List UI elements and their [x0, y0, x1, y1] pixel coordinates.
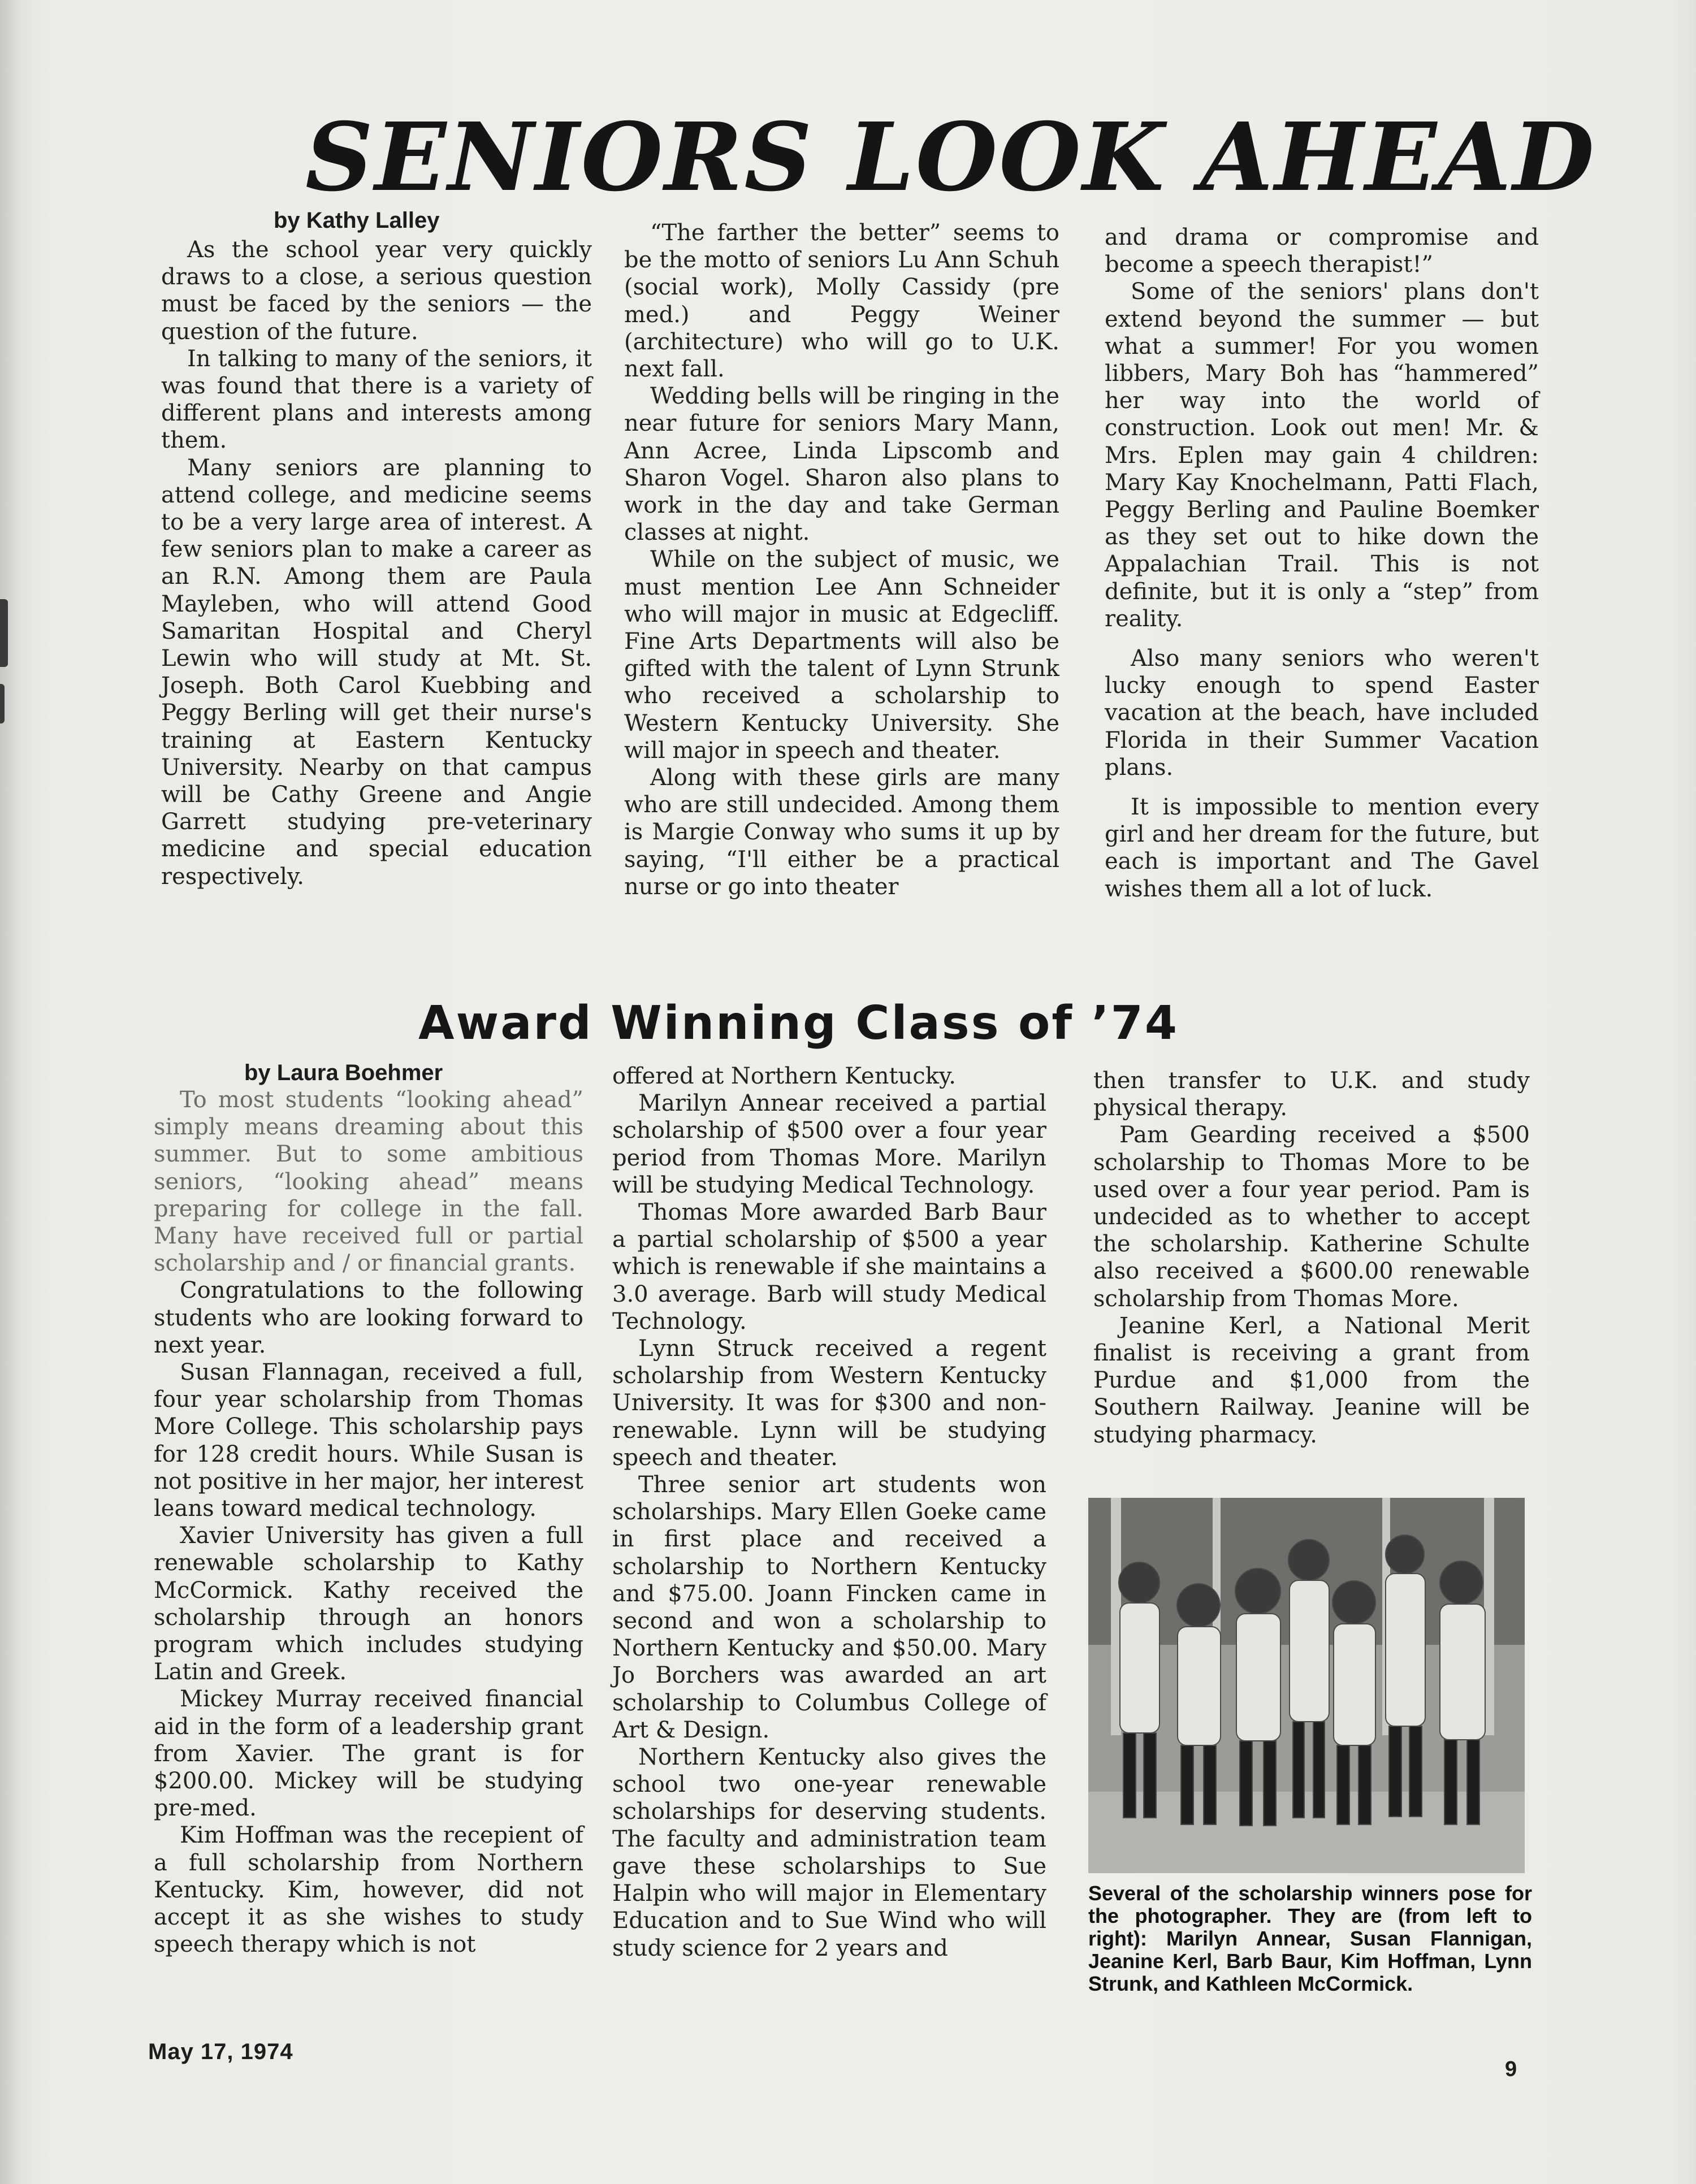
- paragraph: Many seniors are planning to attend college, and medicine seems to be a very large area of interest. A few seniors plan to make a career as an R.N. Among them are Paula Mayleben, who will attend Good Samaritan Hospital and Cheryl Lewin who will study at Mt. St. Joseph. Both Carol Kuebbing and Peggy Berling will get their nurse's training at Eastern Kentucky University. Nearby on that campus will be Cathy Greene and Angie Garrett studying pre-veterinary medicine and special education respectively.: [161, 454, 592, 890]
- paragraph: Mickey Murray received financial aid in the form of a leadership grant from Xavier. The grant is for $200.00. Mickey will be studying pre-med.: [154, 1686, 583, 1822]
- article2-column-3: [1093, 1067, 1530, 1449]
- paragraph: Also many seniors who weren't lucky enough to spend Easter vacation at the beach, have included Florida in their Summer Vacation plans.: [1105, 645, 1539, 781]
- paragraph: offered at Northern Kentucky.: [612, 1063, 956, 1089]
- paragraph: Lynn Struck received a regent scholarship from Western Kentucky University. It was for $300 and non-renewable. Lynn will be studying speech and theater.: [612, 1336, 1046, 1471]
- article2-column-1: [154, 1086, 583, 1958]
- article1-column-2: [624, 219, 1059, 900]
- paragraph: “The farther the better” seems to be the motto of seniors Lu Ann Schuh (social work), Molly Cassidy (pre med.) and Peggy Weiner (architecture) who will go to U.K. next fall.: [624, 220, 1059, 383]
- binding-clip-mark: [0, 599, 8, 667]
- paragraph: Wedding bells will be ringing in the near future for seniors Mary Mann, Ann Acree, Linda Lipscomb and Sharon Vogel. Sharon also plans to work in the day and take German classes at night.: [624, 383, 1059, 546]
- paragraph: Xavier University has given a full renewable scholarship to Kathy McCormick. Kathy received the scholarship through an honors program which includes studying Latin and Greek.: [154, 1523, 583, 1685]
- paragraph: Susan Flannagan, received a full, four year scholarship from Thomas More College. This scholarship pays for 128 credit hours. While Susan is not positive in her major, her interest leans toward medical technology.: [154, 1359, 583, 1522]
- paragraph: Some of the seniors' plans don't extend beyond the summer — but what a summer! For you women libbers, Mary Boh has “hammered” her way into the world of construction. Look out men! Mr. & Mrs. Eplen may gain 4 children: Mary Kay Knochelmann, Patti Flach, Peggy Berling and Pauline Boemker as they set out to hike down the Appalachian Trail. This is not definite, but it is only a “step” from reality.: [1105, 279, 1539, 632]
- headline-seniors-look-ahead: SENIORS LOOK AHEAD: [305, 102, 1596, 213]
- binding-clip-mark: [0, 684, 5, 723]
- paragraph: Thomas More awarded Barb Baur a partial scholarship of $500 a year which is renewable if she maintains a 3.0 average. Barb will study Medical Technology.: [612, 1199, 1046, 1334]
- article2-column-2: [612, 1063, 1046, 1962]
- photo-caption: Several of the scholarship winners pose for the photographer. They are (from left to right): Marilyn Annear, Susan Flannigan, Jeanine Kerl, Barb Baur, Kim Hoffman, Lynn Strunk, and Kathleen McCormick.: [1088, 1882, 1532, 1995]
- page-number: 9: [1505, 2057, 1517, 2081]
- paragraph: then transfer to U.K. and study physical therapy.: [1093, 1068, 1530, 1121]
- paragraph: As the school year very quickly draws to a close, a serious question must be faced by the seniors — the question of the future.: [161, 237, 592, 345]
- byline-kathy-lalley: by Kathy Lalley: [274, 208, 440, 233]
- byline-laura-boehmer: by Laura Boehmer: [244, 1060, 443, 1085]
- article1-column-3: [1105, 224, 1539, 903]
- article1-column-1: [161, 236, 592, 890]
- paragraph: and drama or compromise and become a speech therapist!”: [1105, 224, 1539, 278]
- paragraph: Kim Hoffman was the recepient of a full scholarship from Northern Kentucky. Kim, however, did not accept it as she wishes to study speech therapy which is not: [154, 1822, 583, 1958]
- paragraph: Pam Gearding received a $500 scholarship to Thomas More to be used over a four year period. Pam is undecided as to whether to accept the scholarship. Katherine Schulte also received a $600.00 renewable scholarship from Thomas More.: [1093, 1122, 1530, 1312]
- paragraph: Congratulations to the following students who are looking forward to next year.: [154, 1277, 583, 1358]
- paragraph: It is impossible to mention every girl and her dream for the future, but each is important and The Gavel wishes them all a lot of luck.: [1105, 794, 1539, 902]
- headline-award-winning-class: Award Winning Class of ’74: [418, 996, 1179, 1050]
- paragraph: While on the subject of music, we must mention Lee Ann Schneider who will major in music at Edgecliff. Fine Arts Departments will also be gifted with the talent of Lynn Strunk who received a scholarship to Western Kentucky University. She will major in speech and theater.: [624, 547, 1059, 764]
- issue-date: May 17, 1974: [148, 2039, 293, 2064]
- paragraph: To most students “looking ahead” simply means dreaming about this summer. But to some ambitious seniors, “looking ahead” means preparing for college in the fall. Many have received full or partial scholarship and / or financial grants.: [154, 1087, 583, 1277]
- paragraph: Along with these girls are many who are still undecided. Among them is Margie Conway who sums it up by saying, “I'll either be a practical nurse or go into theater: [624, 765, 1059, 900]
- group-photo-illustration: [1088, 1498, 1525, 1873]
- paragraph: Marilyn Annear received a partial scholarship of $500 over a four year period from Thomas More. Marilyn will be studying Medical Technology.: [612, 1090, 1046, 1198]
- paragraph: Three senior art students won scholarships. Mary Ellen Goeke came in first place and received a scholarship to Northern Kentucky and $75.00. Joann Fincken came in second and won a scholarship to Northern Kentucky and $50.00. Mary Jo Borchers was awarded an art scholarship to Columbus College of Art & Design.: [612, 1472, 1046, 1743]
- paragraph: Jeanine Kerl, a National Merit finalist is receiving a grant from Purdue and $1,000 from the Southern Railway. Jeanine will be studying pharmacy.: [1093, 1312, 1530, 1448]
- paragraph: In talking to many of the seniors, it was found that there is a variety of different plans and interests among them.: [161, 345, 592, 454]
- scholarship-winners-photo: [1088, 1498, 1525, 1873]
- paragraph: Northern Kentucky also gives the school two one-year renewable scholarships for deserving students. The faculty and administration team gave these scholarships to Sue Halpin who will major in Elementary Education and to Sue Wind who will study science for 2 years and: [612, 1744, 1046, 1961]
